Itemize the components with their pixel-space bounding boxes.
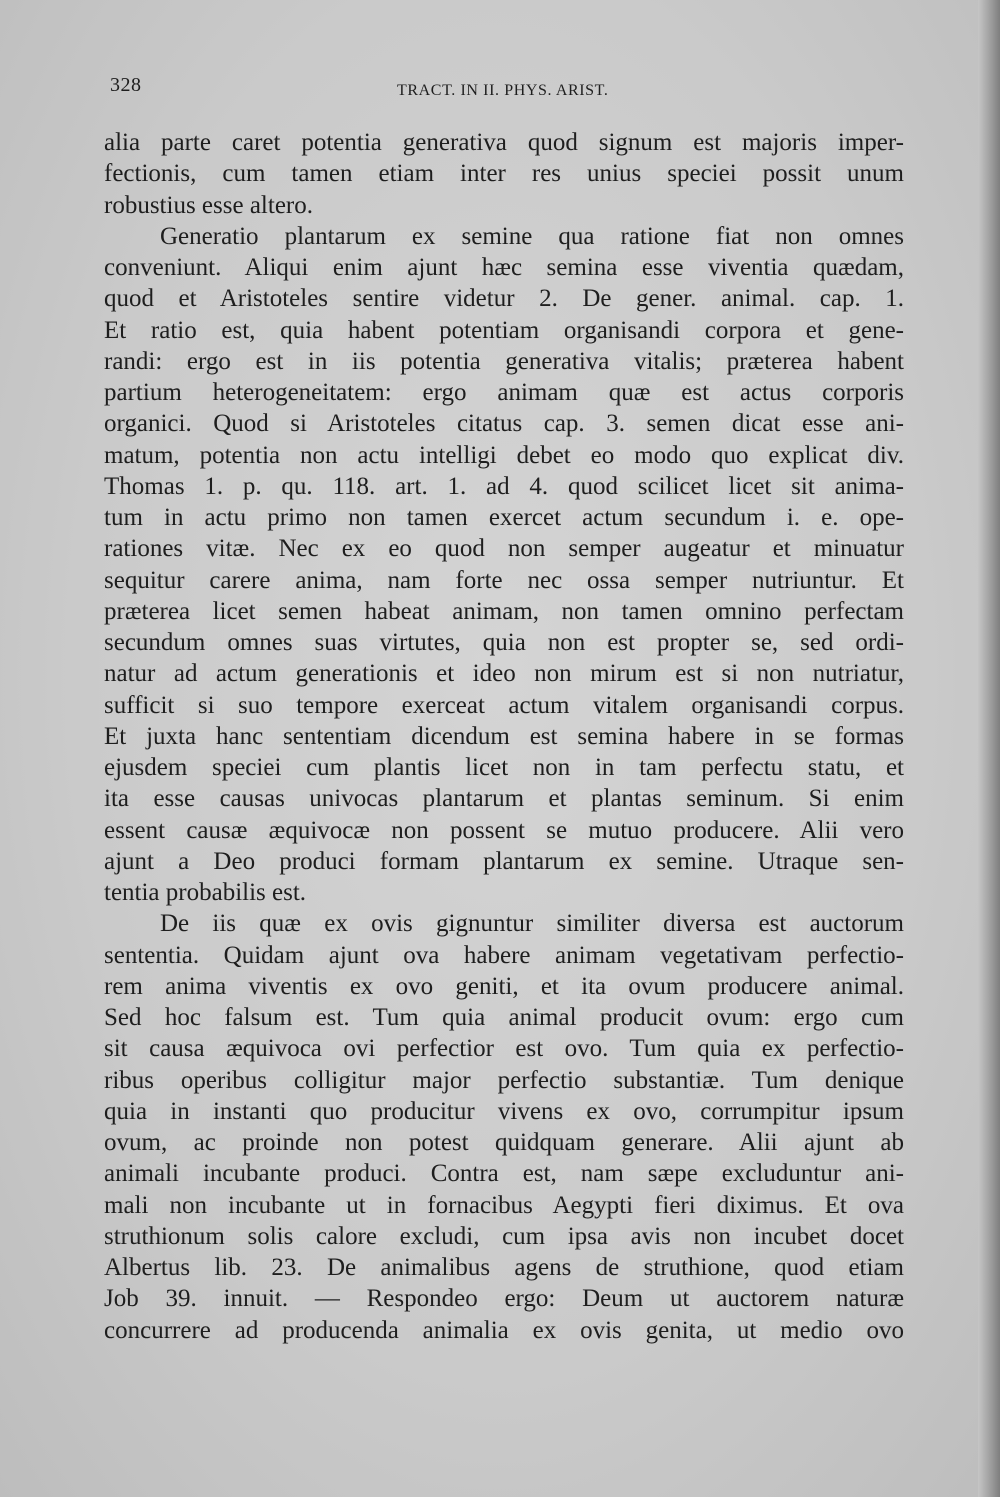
text-line: Job 39. innuit. — Respondeo ergo: Deum ut auctorem naturæ — [104, 1285, 904, 1313]
text-line: animali incubante produci. Contra est, nam sæpe excluduntur ani- — [104, 1160, 904, 1188]
text-line: præterea licet semen habeat animam, non tamen omnino perfectam — [104, 597, 904, 625]
text-line: secundum omnes suas virtutes, quia non est propter se, sed ordi- — [104, 629, 904, 656]
text-line: ajunt a Deo produci formam plantarum ex semine. Utraque sen- — [104, 847, 904, 875]
text-line: struthionum solis calore excludi, cum ipsa avis non incubet docet — [104, 1222, 904, 1250]
text-line: mali non incubante ut in fornacibus Aegypti fieri diximus. Et ova — [104, 1191, 904, 1219]
text-line: Thomas 1. p. qu. 118. art. 1. ad 4. quod scilicet licet sit anima- — [104, 472, 904, 500]
text-line: quod et Aristoteles sentire videtur 2. De gener. animal. cap. 1. — [104, 285, 904, 313]
text-line: concurrere ad producenda animalia ex ovis genita, ut medio ovo — [104, 1316, 904, 1344]
text-line: alia parte caret potentia generativa quod signum est majoris imper- — [104, 129, 904, 156]
text-line: natur ad actum generationis et ideo non mirum est si non nutriatur, — [104, 660, 904, 688]
text-line: quia in instanti quo producitur vivens ex ovo, corrumpitur ipsum — [104, 1097, 904, 1125]
text-line: Generatio plantarum ex semine qua ratione fiat non omnes — [160, 222, 904, 250]
text-line: sufficit si suo tempore exerceat actum vitalem organisandi corpus. — [104, 691, 904, 719]
body-text — [104, 127, 904, 1346]
text-line: ribus operibus colligitur major perfectio substantiæ. Tum denique — [104, 1066, 904, 1094]
text-line: ovum, ac proinde non potest quidquam generare. Alii ajunt ab — [104, 1129, 904, 1156]
text-line: ita esse causas univocas plantarum et plantas seminum. Si enim — [104, 785, 904, 813]
running-head: TRACT. IN II. PHYS. ARIST. — [397, 82, 609, 99]
text-line: Et ratio est, quia habent potentiam organisandi corpora et gene- — [104, 316, 904, 344]
text-line: robustius esse altero. — [104, 191, 313, 219]
text-line: rem anima viventis ex ovo geniti, et ita ovum producere animal. — [104, 972, 904, 1000]
text-line: tentia probabilis est. — [104, 879, 307, 906]
text-line: randi: ergo est in iis potentia generativa vitalis; præterea habent — [104, 347, 904, 375]
text-line: essent causæ æquivocæ non possent se mutuo producere. Alii vero — [104, 816, 904, 844]
page-edge-shadow — [978, 0, 1000, 1497]
text-line: De iis quæ ex ovis gignuntur similiter diversa est auctorum — [160, 910, 904, 938]
text-line: Albertus lib. 23. De animalibus agens de struthione, quod etiam — [104, 1254, 904, 1281]
text-line: organici. Quod si Aristoteles citatus cap. 3. semen dicat esse ani- — [104, 410, 904, 438]
text-line: fectionis, cum tamen etiam inter res unius speciei possit unum — [104, 160, 904, 188]
text-line: rationes vitæ. Nec ex eo quod non semper augeatur et minuatur — [104, 535, 904, 563]
text-line: ejusdem speciei cum plantis licet non in tam perfectu statu, et — [104, 754, 904, 781]
page-header — [110, 72, 890, 102]
text-line: matum, potentia non actu intelligi debet eo modo quo explicat div. — [104, 441, 904, 469]
text-line: conveniunt. Aliqui enim ajunt hæc semina esse viventia quædam, — [104, 254, 904, 281]
text-line: sit causa æquivoca ovi perfectior est ovo. Tum quia ex perfectio- — [104, 1035, 904, 1063]
text-line: Et juxta hanc sententiam dicendum est semina habere in se formas — [104, 722, 904, 750]
page-number: 328 — [110, 74, 142, 96]
text-line: partium heterogeneitatem: ergo animam quæ est actus corporis — [104, 379, 904, 406]
text-line: sequitur carere anima, nam forte nec ossa semper nutriuntur. Et — [104, 566, 904, 594]
text-line: tum in actu primo non tamen exercet actum secundum i. e. ope- — [104, 504, 904, 531]
text-line: sententia. Quidam ajunt ova habere animam vegetativam perfectio- — [104, 941, 904, 969]
text-line: Sed hoc falsum est. Tum quia animal producit ovum: ergo cum — [104, 1004, 904, 1031]
